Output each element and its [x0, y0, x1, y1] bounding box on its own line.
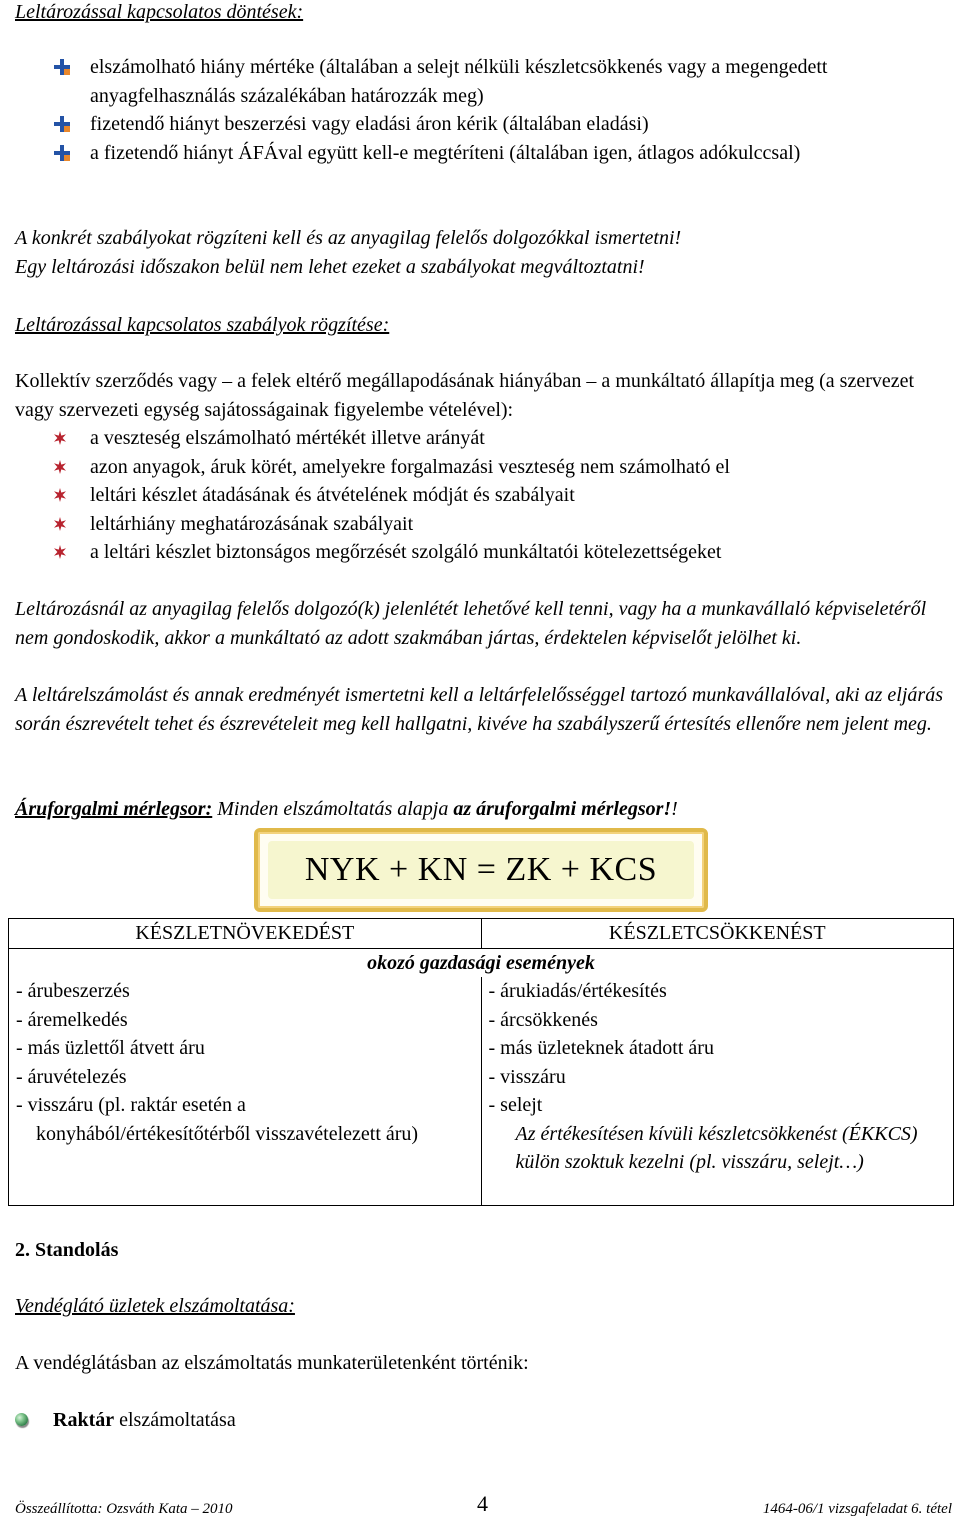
table-subheader: okozó gazdasági események — [9, 948, 954, 977]
table-row: - árubeszerzés — [16, 980, 130, 1002]
list-item-text: elszámolható hiány mértéke (általában a selejt nélküli készletcsökkenés vagy a megengedett anyagfelhasználás százalékában határozzák meg) — [90, 56, 828, 107]
formula-text: NYK + KN = ZK + KCS — [268, 841, 694, 899]
plus-bullet-icon — [54, 116, 70, 132]
table-row: - áremelkedés — [16, 1008, 128, 1031]
list-item-text: leltárhiány meghatározásának szabályait — [90, 512, 414, 535]
storage-bullet — [15, 1406, 950, 1435]
list-item-text: a fizetendő hiányt ÁFÁval együtt kell-e megtéríteni (általában igen, átlagos adókulccsal) — [90, 141, 801, 164]
star-bullet-icon — [53, 460, 67, 474]
table-row: - más üzleteknek átadott áru — [488, 1037, 714, 1059]
rules-note-line1: A konkrét szabályokat rögzíteni kell és az anyagilag felelős dolgozókkal ismertetni! — [15, 227, 682, 249]
page-footer — [15, 1490, 952, 1520]
star-bullet-icon — [53, 488, 67, 502]
green-ball-bullet-icon — [15, 1413, 28, 1426]
plus-bullet-icon — [54, 145, 70, 161]
list-item-text: fizetendő hiányt beszerzési vagy eladási áron kérik (általában eladási) — [90, 113, 649, 135]
list-item-text: leltári készlet átadásának és átvételének módját és szabályait — [90, 484, 575, 506]
table-row: - más üzlettől átvett áru — [16, 1037, 205, 1059]
footer-page-number: 4 — [477, 1491, 488, 1516]
list-item — [15, 453, 950, 482]
star-bullet-icon — [53, 431, 67, 445]
balance-emphasis: az áruforgalmi mérlegsor! — [453, 798, 672, 820]
storage-bullet-bold: Raktár — [53, 1409, 115, 1431]
list-item — [15, 538, 950, 567]
section-heading-decisions: Leltározással kapcsolatos döntések: — [15, 1, 304, 23]
table-row: - selejt — [488, 1094, 543, 1116]
table-row: - árukiadás/értékesítés — [488, 980, 667, 1002]
table-header-increase: KÉSZLETNÖVEKEDÉST — [9, 919, 482, 949]
balance-line — [15, 795, 950, 824]
increase-cell — [9, 977, 482, 1206]
table-row: - visszáru (pl. raktár esetén a — [16, 1094, 246, 1116]
list-item — [15, 510, 950, 539]
plus-bullet-icon — [54, 59, 70, 75]
settlement-text: A vendéglátásban az elszámoltatás munkaterületenként történik: — [15, 1352, 529, 1374]
table-row: - árcsökkenés — [488, 1008, 598, 1031]
list-item — [15, 481, 950, 510]
presence-paragraph: Leltározásnál az anyagilag felelős dolgozó(k) jelenlétét lehetővé kell tenni, vagy ha a munkavállaló képviseletéről nem gondoskodik, akkor a munkáltató az adott szakmában jártas, érdektelen képviselőt jelölhet ki. — [15, 598, 927, 649]
formula-box — [254, 828, 708, 912]
storage-bullet-rest: elszámoltatása — [114, 1409, 236, 1431]
list-item — [15, 110, 950, 139]
balance-label: Áruforgalmi mérlegsor: — [15, 798, 213, 820]
section-heading-rules: Leltározással kapcsolatos szabályok rögzítése: — [15, 314, 390, 336]
rules-list — [15, 424, 950, 567]
settlement-paragraph: A leltárelszámolást és annak eredményét ismertetni kell a leltárfelelősséggel tartozó munkavállalóval, aki az eljárás során észrevételt tehet és észrevételeit meg kell hallgatni, kivéve ha szabályszerű értesítés ellenőre nem jelent meg. — [15, 684, 943, 735]
footer-exam-id: 1464-06/1 vizsgafeladat 6. tétel — [762, 1501, 952, 1517]
table-row: - visszáru — [488, 1065, 566, 1088]
list-item — [15, 139, 950, 168]
section-heading-standolas: 2. Standolás — [15, 1239, 119, 1261]
list-item — [15, 53, 950, 110]
table-row-continuation: konyhából/értékesítőtérből visszavételezett áru) — [36, 1122, 419, 1145]
decrease-cell — [481, 977, 954, 1206]
section-subheading-settlement: Vendéglátó üzletek elszámoltatása: — [15, 1295, 295, 1317]
balance-text: Minden elszámoltatás alapja — [212, 798, 454, 820]
table-row: - áruvételezés — [16, 1065, 127, 1088]
table-header-decrease: KÉSZLETCSÖKKENÉST — [481, 919, 954, 949]
decisions-list — [15, 53, 950, 167]
list-item — [15, 424, 950, 453]
storage-bullet-text — [15, 1409, 236, 1431]
balance-end: ! — [671, 798, 678, 820]
list-item-text: azon anyagok, áruk körét, amelyekre forgalmazási veszteség nem számolható el — [90, 455, 730, 478]
star-bullet-icon — [53, 517, 67, 531]
star-bullet-icon — [53, 545, 67, 559]
footer-author: Összeállította: Ozsváth Kata – 2010 — [15, 1501, 233, 1517]
rules-note-line2: Egy leltározási időszakon belül nem lehet ezeket a szabályokat megváltoztatni! — [15, 256, 645, 278]
list-item-text: a veszteség elszámolható mértékét illetve arányát — [90, 427, 485, 449]
list-item-text: a leltári készlet biztonságos megőrzését szolgáló munkáltatói kötelezettségeket — [90, 541, 722, 563]
rules-intro: Kollektív szerződés vagy – a felek eltérő megállapodásának hiányában – a munkáltató állapítja meg (a szervezet vagy szervezeti egység sajátosságainak figyelembe vételével): — [15, 370, 915, 421]
table-note: Az értékesítésen kívüli készletcsökkenést (ÉKKCS) külön szoktuk kezelni (pl. visszáru, selejt…) — [515, 1122, 918, 1173]
stock-change-table — [8, 918, 954, 1206]
